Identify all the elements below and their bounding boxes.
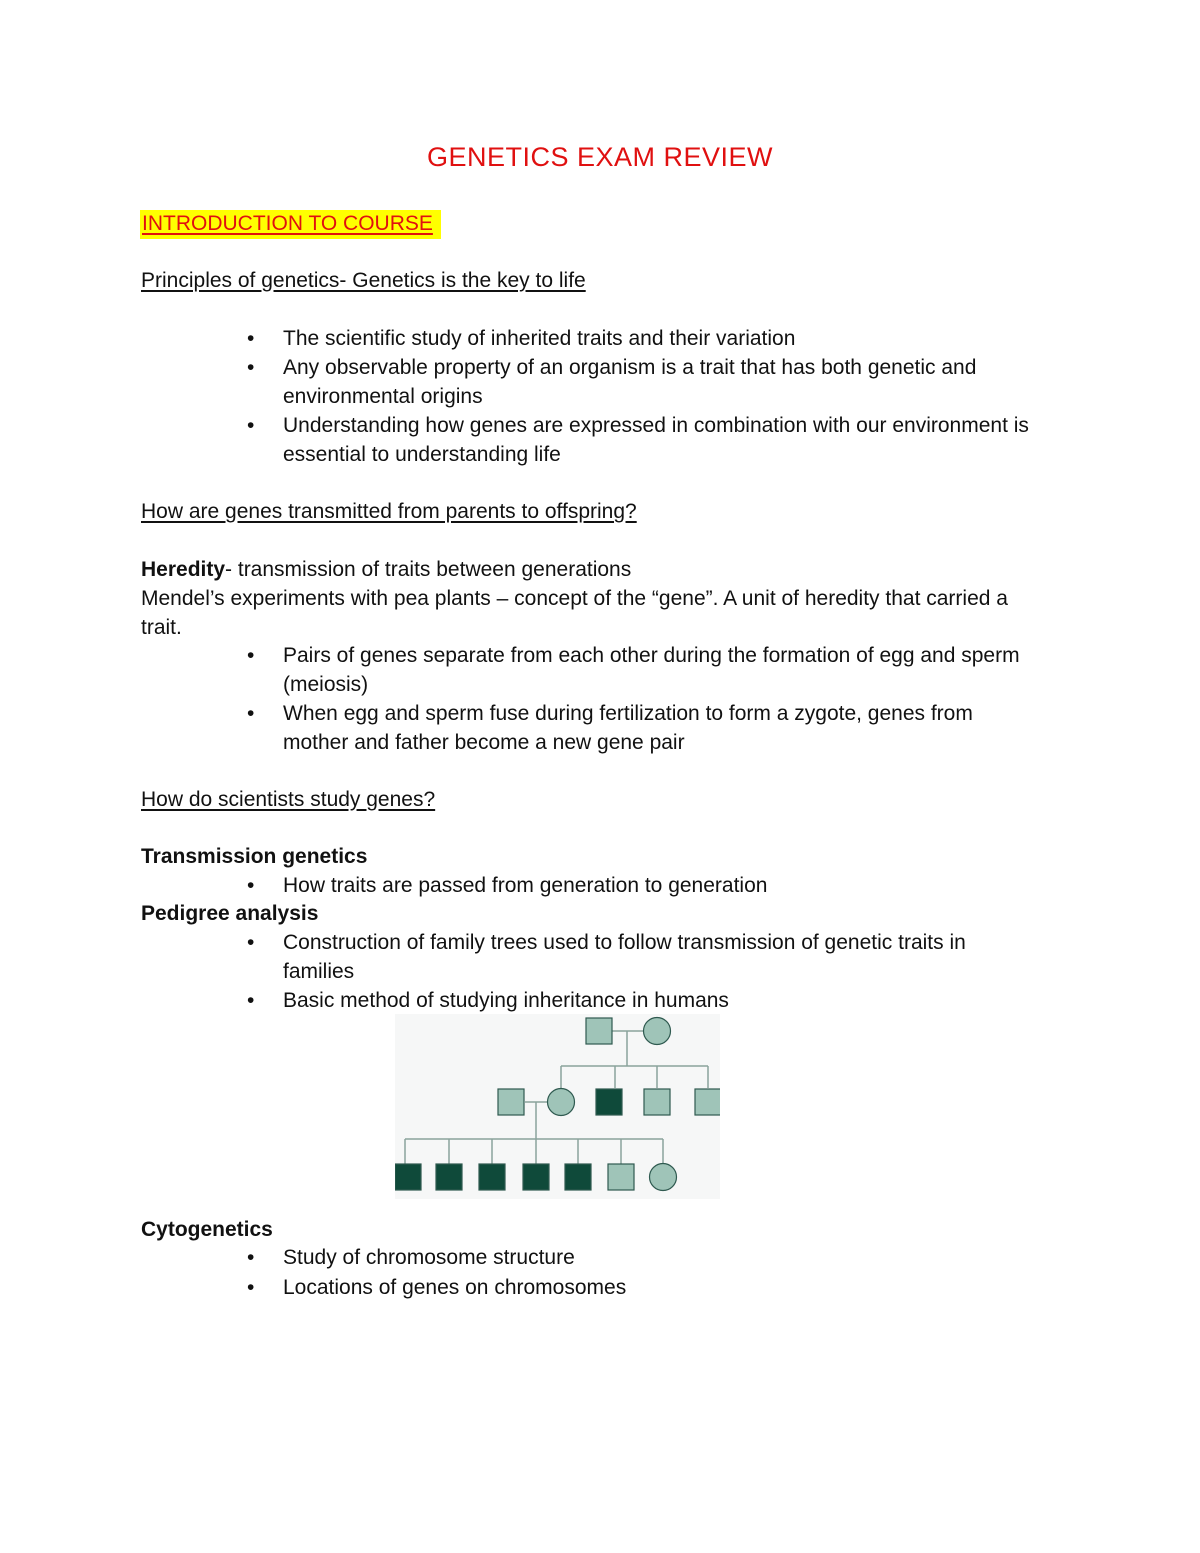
transmission-genetics-heading: Transmission genetics (141, 845, 368, 868)
bullet-icon: • (247, 1276, 255, 1299)
cytogenetics-heading: Cytogenetics (141, 1218, 273, 1241)
principles-heading: Principles of genetics- Genetics is the key to life (141, 269, 586, 292)
grandson-square (608, 1164, 634, 1190)
bullet-icon: • (247, 356, 255, 379)
son-square (695, 1089, 720, 1115)
bullet-icon: • (247, 414, 255, 437)
list-item-text: Study of chromosome structure (283, 1246, 575, 1269)
heredity-line (141, 555, 631, 584)
list-item-text: How traits are passed from generation to generation (283, 874, 768, 897)
daughter-circle (548, 1089, 575, 1116)
list-item-text: Locations of genes on chromosomes (283, 1276, 627, 1299)
list-item-text: The scientific study of inherited traits and their variation (283, 327, 796, 350)
granddaughter-circle (650, 1164, 677, 1191)
list-item-text: Understanding how genes are expressed in combination with our environment is essential to understanding life (283, 414, 1029, 466)
son-square (644, 1089, 670, 1115)
affected-grandson-square (565, 1164, 591, 1190)
document-title: GENETICS EXAM REVIEW (426, 142, 774, 172)
grandmother-circle (644, 1018, 671, 1045)
heredity-definition: - transmission of traits between generations (225, 558, 632, 581)
bullet-icon: • (247, 702, 255, 725)
affected-grandson-square (523, 1164, 549, 1190)
study-heading: How do scientists study genes? (141, 788, 436, 811)
inlaw-male-square (498, 1089, 524, 1115)
bullet-icon: • (247, 989, 255, 1012)
pedigree-analysis-heading: Pedigree analysis (141, 902, 319, 925)
highlighted-heading: INTRODUCTION TO COURSE (140, 210, 441, 239)
affected-son-square (596, 1089, 622, 1115)
list-item-text: Construction of family trees used to follow transmission of genetic traits in families (283, 931, 966, 983)
bullet-icon: • (247, 874, 255, 897)
list-item-text: Basic method of studying inheritance in humans (283, 989, 729, 1012)
transmit-heading: How are genes transmitted from parents to offspring? (141, 500, 637, 523)
bullet-icon: • (247, 644, 255, 667)
list-item-text: Any observable property of an organism is a trait that has both genetic and environmental origins (283, 356, 977, 408)
bullet-icon: • (247, 1246, 255, 1269)
bullet-icon: • (247, 327, 255, 350)
section-intro-heading (140, 209, 441, 238)
mendel-line: Mendel’s experiments with pea plants – concept of the “gene”. A unit of heredity that carried a (141, 587, 1008, 610)
mendel-line-continued: trait. (141, 616, 182, 639)
heredity-term: Heredity (141, 558, 226, 581)
list-item-text: When egg and sperm fuse during fertilization to form a zygote, genes from mother and father become a new gene pair (283, 702, 973, 754)
bullet-icon: • (247, 931, 255, 954)
list-item-text: Pairs of genes separate from each other during the formation of egg and sperm (meiosis) (283, 644, 1020, 696)
affected-grandson-square (436, 1164, 462, 1190)
pedigree-chart (395, 1014, 720, 1199)
affected-grandson-square (395, 1164, 421, 1190)
grandfather-square (586, 1018, 612, 1044)
affected-grandson-square (479, 1164, 505, 1190)
